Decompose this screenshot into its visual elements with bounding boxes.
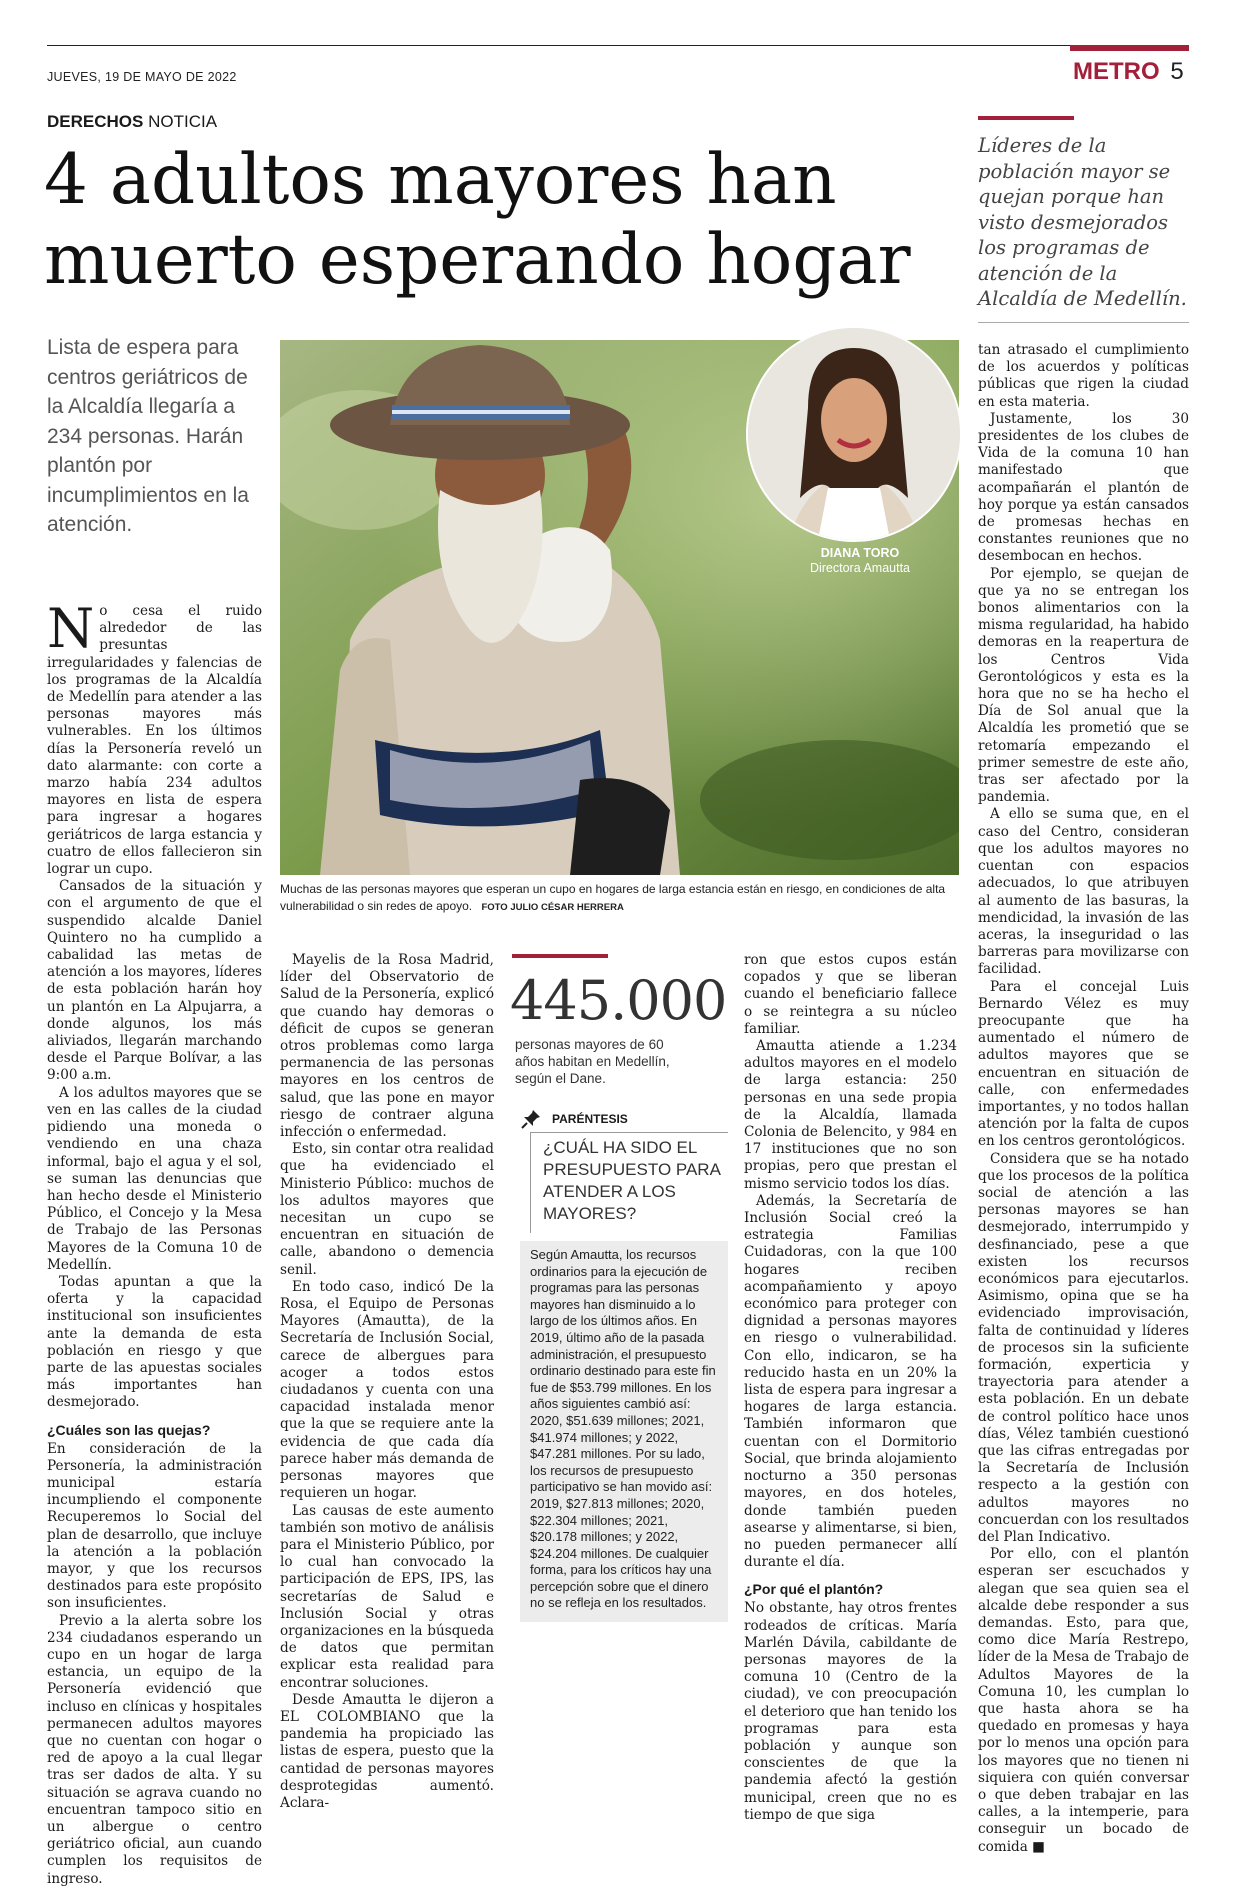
col4-paragraph: Para el concejal Luis Bernardo Vélez es muy preocupante que ha aumentado el número de adultos mayores que se encuentran en situación de calle, con enfermedades importantes, y no todos hallan atención por la falta de cupos en los centros gerontológicos. [978,978,1189,1150]
section-label: METRO [1073,58,1160,85]
kicker-type: NOTICIA [148,112,218,131]
col1-paragraph: Previo a la alerta sobre los 234 ciudadanos esperando un cupo en un hogar de larga estancia, un equipo de la Personería evidenció que incluso en clínicas y hospitales permanecen adultos mayores que no cuentan con hogar o red de apoyo a la cual llegar tras ser dados de alta. Y su situación se agrava cuando no encuentran tampoco sitio en un albergue o centro geriátrico oficial, aun cuando cumplen los requisitos de ingreso. [47,1612,262,1887]
person-portrait-icon [748,328,960,540]
article-column-3 [744,952,957,1824]
col1-paragraph: Cansados de la situación y con el argumento de que el suspendido alcalde Daniel Quintero no ha cumplido a cabalidad las metas de atención a los mayores, líderes de esta población harán hoy un plantón en La Alpujarra, a donde algunos, los más aliviados, llegarán marchando desde el Parque Bolívar, a las 9:00 a.m. [47,878,262,1084]
portrait-name: DIANA TORO [820,546,900,560]
stat-rule [512,954,608,958]
col1-paragraph: Todas apuntan a que la oferta y la capacidad institucional son insuficientes ante la demanda de esta población en riesgo y que parte de las apuestas sociales más importantes han desmejorado. [47,1273,262,1411]
col1-paragraph: o cesa el ruido alrededor de las presuntas irregularidades y falencias de los programas de la Alcaldía de Medellín para atender a las personas mayores más vulnerables. En los últimos días la Personería reveló un dato alarmante: con corte a marzo había 234 adultos mayores en lista de espera para ingresar a hogares geriátricos de larga estancia y cuatro de ellos fallecieron sin lograr un cupo. [47,603,262,878]
col4-final-text: Por ello, con el plantón esperan ser escuchados y alegan que sea quien sea el alcalde debe responder a sus demandas. Esto, para que, como dice María Restrepo, líder de la Mesa de Trabajo de Adultos Mayores de la Comuna 10, les cumplan lo que hasta ahora se ha quedado en promesas y haya por lo menos una opción para los mayores que no tienen ni siquiera con quién conversar o que deben trabajar en las calles, a la intemperie, para conseguir un bocado de comida [978,1546,1189,1855]
end-mark: ■ [1032,1838,1046,1855]
section-rule [1070,45,1189,51]
col2-paragraph: En todo caso, indicó De la Rosa, el Equipo de Personas Mayores (Amautta), de la Secretaría de Inclusión Social, carece de albergues para acoger a todos estos ciudadanos y cuenta con una capacidad instalada menor que la que se requiere ante la evidencia de que cada día parece haber más demanda de personas mayores que requieren un hogar. [280,1278,494,1502]
col4-paragraph: Por ejemplo, se quejan de que ya no se entregan los bonos alimentarios con la misma regularidad, ha habido demoras en la reapertura de los Centros Vida Gerontológicos y esta es la hora que no se ha hecho el Día de Sol anual que la Alcaldía les prometió que se retomaría empezando el primer semestre de este año, tras ser afectado por la pandemia. [978,565,1189,806]
pullquote-bottom-rule [978,322,1189,323]
col2-paragraph: Mayelis de la Rosa Madrid, líder del Observatorio de Salud de la Personería, explicó que cuando hay demoras o déficit de cupos se generan otros problemas como larga permanencia de las personas mayores en los centros de salud, que las pone en mayor riesgo de contraer alguna infección o enfermedad. [280,952,494,1141]
section-name [1073,58,1184,86]
col3-paragraph: ron que estos cupos están copados y que se liberan cuando el beneficiario fallece o se reintegra a su núcleo familiar. [744,952,957,1037]
portrait-photo [746,326,962,542]
headline-line-2: muerto esperando hogar [44,220,911,300]
stat-number: 445.000 [510,969,727,1032]
col4-paragraph: Justamente, los 30 presidentes de los clubes de Vida de la comuna 10 han manifestado que acompañarán el plantón de hoy porque ya están cansados de promesas hechas en constantes reuniones que no desembocan en hechos. [978,410,1189,565]
kicker [47,112,217,132]
col2-paragraph: Esto, sin contar otra realidad que ha evidenciado el Ministerio Público: muchos de los adultos mayores que necesitan un cupo se encuentran en situación de calle, abandono o demencia senil. [280,1141,494,1278]
stat-description: personas mayores de 60 años habitan en Medellín, según el Dane. [515,1037,670,1086]
subhead-planton: ¿Por qué el plantón? [744,1581,884,1598]
sidebar-header [520,1108,728,1132]
sidebar-text-box [520,1241,728,1622]
col2-paragraph: Desde Amautta le dijeron a EL COLOMBIANO que la pandemia ha propiciado las listas de espera, puesto que la cantidad de personas mayores desprotegidas aumentó. Aclara- [280,1691,494,1811]
sidebar-question-box [530,1132,728,1233]
col2-paragraph: Las causas de este aumento también son motivo de análisis para el Ministerio Público, por lo cual han convocado la participación de EPS, IPS, las secretarías de Salud e Inclusión Social y otras organizaciones en la búsqueda de datos que permitan explicar esta realidad para encontrar soluciones. [280,1502,494,1691]
article-column-1 [47,597,262,1888]
lede: Lista de espera para centros geriátricos de la Alcaldía llegaría a 234 personas. Harán plantón por incumplimientos en la atención. [47,336,249,536]
sidebar-label: PARÉNTESIS [552,1112,628,1126]
col4-paragraph [978,1546,1189,1856]
subhead-complaints: ¿Cuáles son las quejas? [47,1421,211,1438]
photo-caption [280,881,955,916]
issue-date: JUEVES, 19 DE MAYO DE 2022 [47,70,237,84]
headline [44,140,944,300]
col3-paragraph: No obstante, hay otros frentes rodeados de críticas. María Marlén Dávila, cabildante de personas mayores de la comuna 10 (Centro de la ciudad), ve con preocupación el deterioro que han tenido los programas para esta población y aunque son conscientes de que la pandemia afectó la gestión municipal, creen que no es tiempo de que siga [744,1600,957,1823]
col3-paragraph: Además, la Secretaría de Inclusión Social creó la estrategia Familias Cuidadoras, con la que 100 hogares reciben acompañamiento y apoyo económico para proteger con dignidad a personas mayores en riesgo o vulnerabilidad. Con ello, indicaron, se ha reducido hasta en un 20% la lista de espera para ingresar a hogares de larga estancia. También informaron que cuentan con el Dormitorio Social, que brinda alojamiento nocturno a 350 personas mayores, en dos hoteles, donde también pueden asearse y alimentarse, si bien, no pueden permanecer allí durante el día. [744,1192,957,1571]
col1-paragraph: A los adultos mayores que se ven en las calles de la ciudad pidiendo una moneda o vendiendo en una chaza informal, bajo el agua y el sol, se suman las denuncias que han hecho desde el Ministerio Público, el Concejo y la Mesa de Trabajo de las Personas Mayores de la Comuna 10 de Medellín. [47,1084,262,1273]
col4-paragraph: tan atrasado el cumplimiento de los acuerdos y políticas públicas que rigen la ciudad en esta materia. [978,342,1189,410]
dropcap: N [47,597,95,660]
col4-paragraph: A ello se suma que, en el caso del Centro, consideran que los adultos mayores no cuentan con espacios adecuados, lo que atribuyen al aumento de las basuras, la mendicidad, la invasión de las aceras, la inseguridad o las barreras para movilizarse con facilidad. [978,806,1189,978]
col1-paragraph: En consideración de la Personería, la administración municipal estaría incumpliendo el componente Recuperemos lo Social del plan de desarrollo, que incluye la atención a la población mayor, y que los recursos destinados para este propósito son insuficientes. [47,1440,262,1612]
headline-line-1: 4 adultos mayores han [44,140,837,220]
pullquote: Líderes de la población mayor se quejan porque han visto desmejorados los programas de atención de la Alcaldía de Medellín. [978,134,1187,310]
pushpin-icon [520,1108,542,1130]
article-column-2 [280,952,494,1812]
caption-text: Muchas de las personas mayores que esperan un cupo en hogares de larga estancia están en riesgo, en condiciones de alta vulnerabilidad o sin redes de apoyo. [280,882,946,913]
portrait-role: Directora Amautta [809,561,911,575]
sidebar-question: ¿CUÁL HA SIDO EL PRESUPUESTO PARA ATENDER A LOS MAYORES? [543,1138,720,1223]
page-number: 5 [1170,58,1184,85]
kicker-topic: DERECHOS [47,112,144,131]
article-column-4 [978,342,1189,1856]
header-rule [47,45,1189,46]
col4-paragraph: Considera que se ha notado que los procesos de la política social de atención a las personas mayores se han desmejorado, interrumpido y desfinanciado, pese a que existen los recursos económicos para ejecutarlos. Asimismo, opina que se ha evidenciado improvisación, falta de continuidad y líderes de procesos sin la suficiente formación, experticia y trayectoria para atender a esta población. En un debate de control político hace unos días, Vélez también cuestionó que las cifras entregadas por la Secretaría de Inclusión respecto a la gestión con adultos mayores no concuerdan con los resultados del Plan Indicativo. [978,1150,1189,1546]
photo-credit: FOTO JULIO CÉSAR HERRERA [481,902,624,913]
sidebar-box [520,1108,728,1622]
col3-paragraph: Amautta atiende a 1.234 adultos mayores en el modelo de larga estancia: 250 personas en una sede propia de la Alcaldía, llamada Colonia de Belencito, y 984 en 17 instituciones que no son propias, pero que prestan el mismo servicio todos los días. [744,1038,957,1192]
pullquote-rule [978,116,1074,120]
sidebar-text: Según Amautta, los recursos ordinarios para la ejecución de programas para las personas mayores han disminuido a lo largo de los últimos años. En 2019, último año de la pasada administración, el presupuesto ordinario destinado para este fin fue de $53.799 millones. En los años siguientes cambió así: 2020, $51.639 millones; 2021, $41.974 millones; y 2022, $47.281 millones. Por su lado, los recursos de presupuesto participativo se han movido así: 2019, $27.813 millones; 2020, $22.304 millones; 2021, $20.178 millones; y 2022, $24.204 millones. De cualquier forma, para los críticos hay una percepción sobre que el dinero no se refleja en los resultados. [530,1247,716,1611]
